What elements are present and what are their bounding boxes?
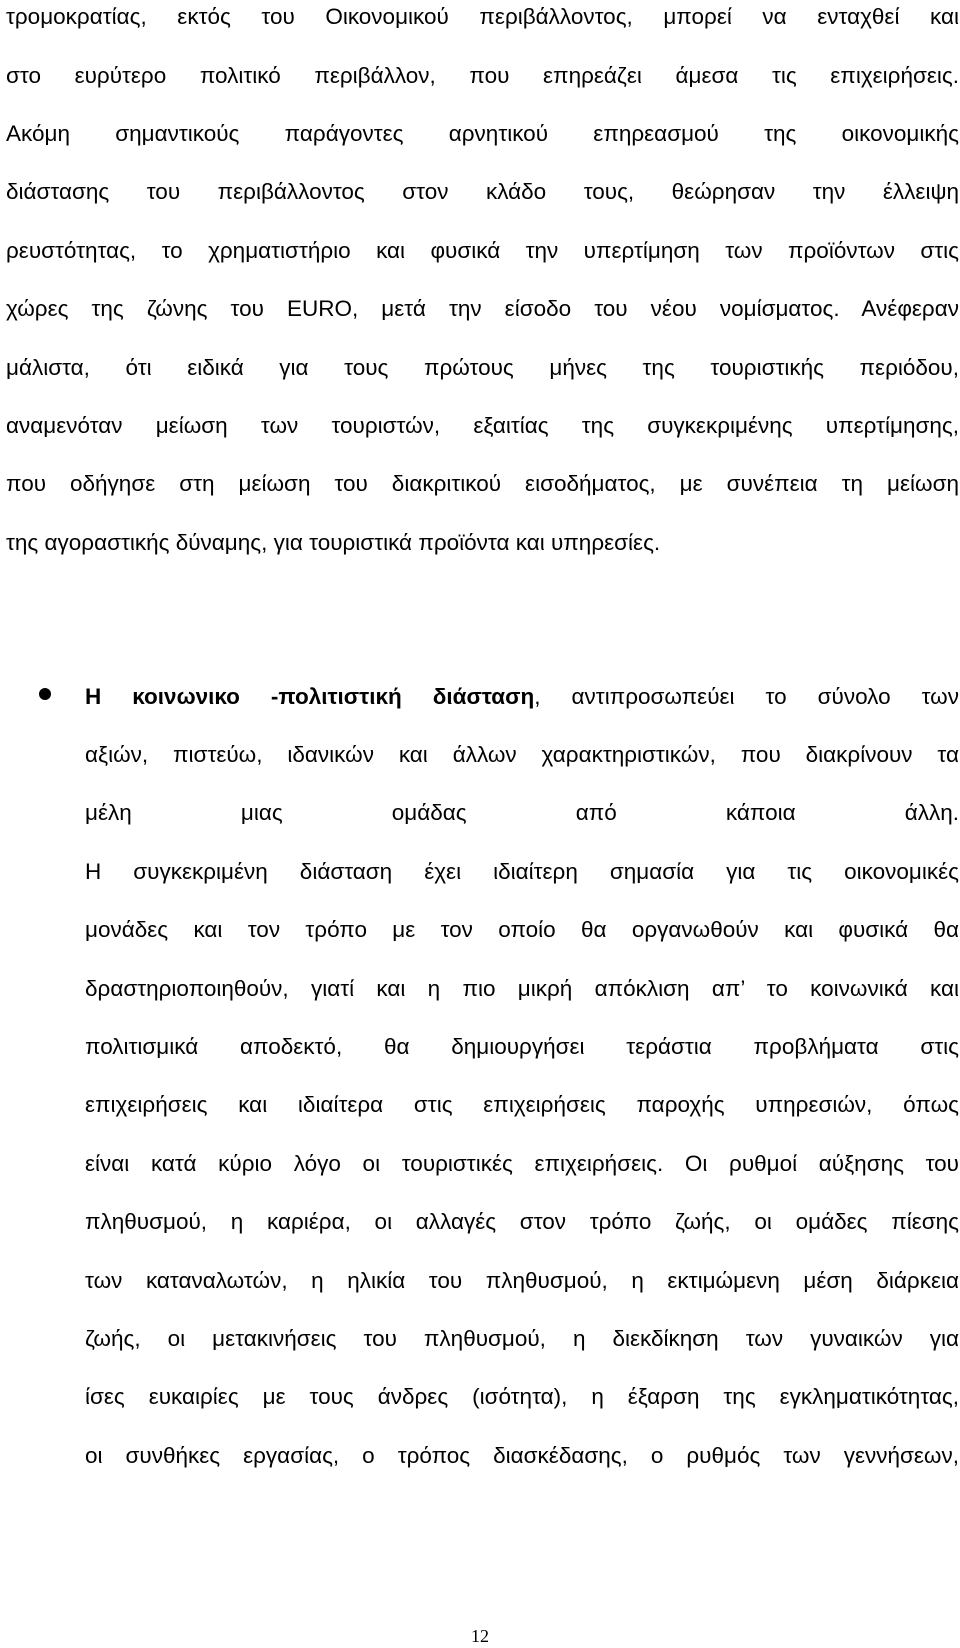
text-line: μονάδες και τον τρόπο με τον οποίο θα οργανωθούν και φυσικά θα [85, 917, 959, 942]
text-span: , αντιπροσωπεύει το σύνολο των [534, 684, 959, 709]
text-line: που οδήγησε στη μείωση του διακριτικού εισοδήματος, με συνέπεια τη μείωση [6, 471, 959, 496]
text-line: επιχειρήσεις και ιδιαίτερα στις επιχειρήσεις παροχής υπηρεσιών, όπως [85, 1092, 959, 1117]
text-line: μέλη μιας ομάδας από κάποια άλλη. [85, 800, 959, 825]
text-line: αξιών, πιστεύω, ιδανικών και άλλων χαρακτηριστικών, που διακρίνουν τα [85, 742, 959, 767]
text-line: της αγοραστικής δύναμης, για τουριστικά προϊόντα και υπηρεσίες. [6, 530, 661, 555]
text-line: ζωής, οι μετακινήσεις του πληθυσμού, η διεκδίκηση των γυναικών για [85, 1326, 959, 1351]
text-line [85, 682, 959, 712]
text-line: Η συγκεκριμένη διάσταση έχει ιδιαίτερη σημασία για τις οικονομικές [85, 859, 959, 884]
text-line: είναι κατά κύριο λόγο οι τουριστικές επιχειρήσεις. Οι ρυθμοί αύξησης του [85, 1151, 959, 1176]
text-line: των καταναλωτών, η ηλικία του πληθυσμού, η εκτιμώμενη μέση διάρκεια [85, 1268, 959, 1293]
text-line: οι συνθήκες εργασίας, ο τρόπος διασκέδασης, ο ρυθμός των γεννήσεων, [85, 1443, 959, 1468]
text-line: πολιτισμικά αποδεκτό, θα δημιουργήσει τεράστια προβλήματα στις [85, 1034, 959, 1059]
text-line: στο ευρύτερο πολιτικό περιβάλλον, που επηρεάζει άμεσα τις επιχειρήσεις. [6, 63, 959, 88]
text-line: διάστασης του περιβάλλοντος στον κλάδο τους, θεώρησαν την έλλειψη [6, 179, 959, 204]
page-number: 12 [471, 1626, 489, 1646]
text-line: τρομοκρατίας, εκτός του Οικονομικού περιβάλλοντος, μπορεί να ενταχθεί και [6, 4, 959, 29]
text-line: δραστηριοποιηθούν, γιατί και η πιο μικρή απόκλιση απ’ το κοινωνικά και [85, 976, 959, 1001]
text-line: αναμενόταν μείωση των τουριστών, εξαιτίας της συγκεκριμένης υπερτίμησης, [6, 413, 959, 438]
text-line: πληθυσμού, η καριέρα, οι αλλαγές στον τρόπο ζωής, οι ομάδες πίεσης [85, 1209, 959, 1234]
text-line: χώρες της ζώνης του EURO, μετά την είσοδο του νέου νομίσματος. Ανέφεραν [6, 296, 959, 321]
text-line: ρευστότητας, το χρηματιστήριο και φυσικά την υπερτίμηση των προϊόντων στις [6, 238, 959, 263]
bullet-icon [39, 688, 51, 700]
bold-term: Η κοινωνικο -πολιτιστική διάσταση [85, 684, 535, 709]
text-line: ίσες ευκαιρίες με τους άνδρες (ισότητα), η έξαρση της εγκληματικότητας, [85, 1384, 959, 1409]
text-line: μάλιστα, ότι ειδικά για τους πρώτους μήνες της τουριστικής περιόδου, [6, 355, 959, 380]
text-line: Ακόμη σημαντικούς παράγοντες αρνητικού επηρεασμού της οικονομικής [6, 121, 959, 146]
